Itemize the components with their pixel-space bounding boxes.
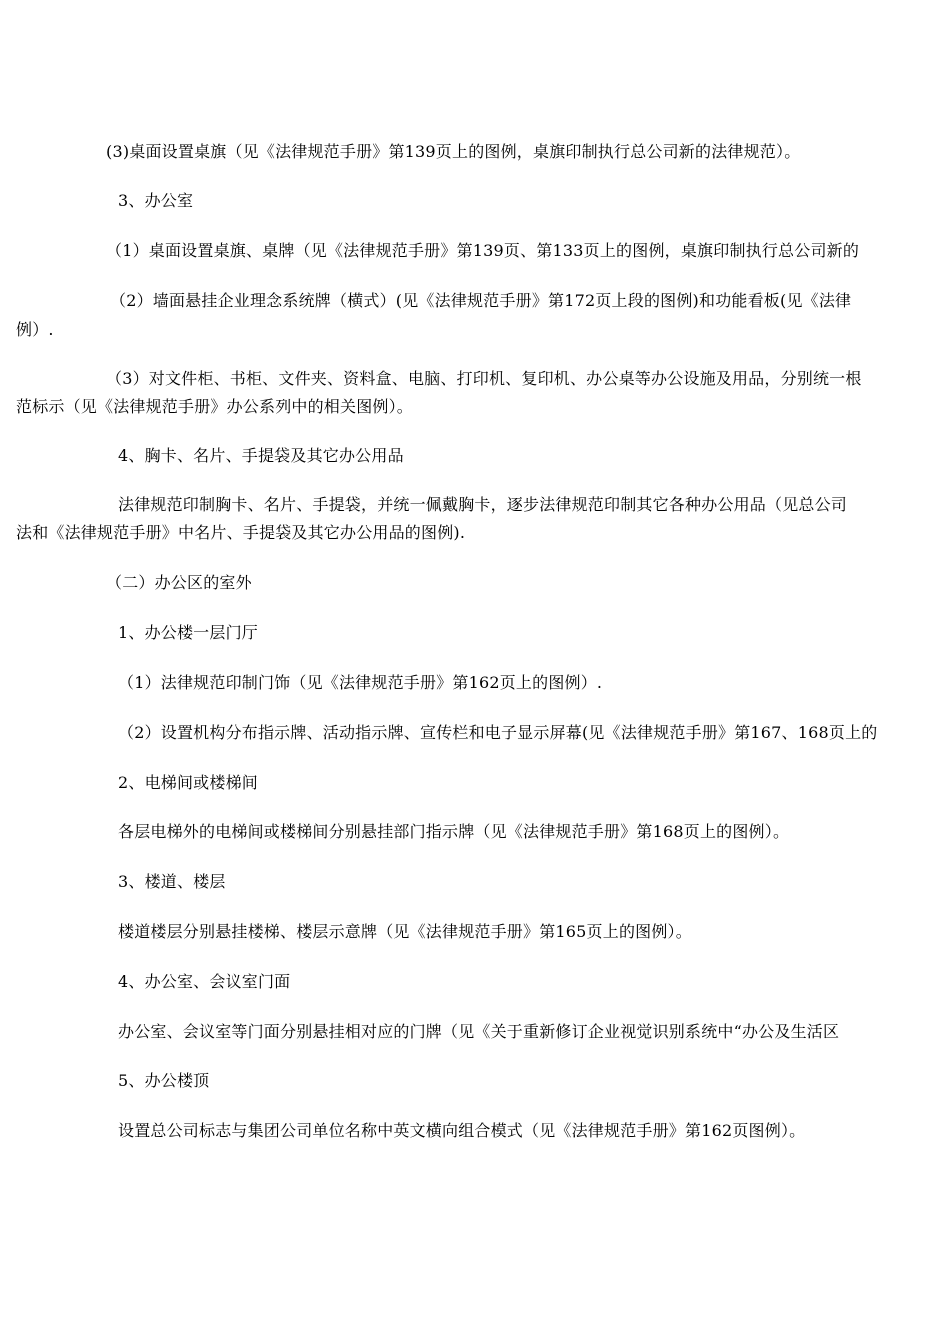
paragraph-line-22: 设置总公司标志与集团公司单位名称中英文横向组合模式（见《法律规范手册》第162页图例）。 [118,1121,806,1140]
paragraph-line-18: 楼道楼层分别悬挂楼梯、楼层示意牌（见《法律规范手册》第165页上的图例）。 [118,922,692,941]
paragraph-line-4: （2）墙面悬挂企业理念系统牌（横式）(见《法律规范手册》第172页上段的图例)和功能看板(见《法律 [110,291,852,310]
paragraph-line-7: 范标示（见《法律规范手册》办公系列中的相关图例）。 [16,397,414,416]
paragraph-line-6: （3）对文件柜、书柜、文件夹、资料盒、电脑、打印机、复印机、办公桌等办公设施及用品，分别统一根 [106,369,862,388]
section-heading-office: 3、办公室 [118,191,194,210]
paragraph-line-1: (3)桌面设置桌旗（见《法律规范手册》第139页上的图例，桌旗印制执行总公司新的法律规范）。 [106,142,801,161]
paragraph-line-20: 办公室、会议室等门面分别悬挂相对应的门牌（见《关于重新修订企业视觉识别系统中“办公及生活区 [118,1022,840,1041]
paragraph-line-16: 各层电梯外的电梯间或楼梯间分别悬挂部门指示牌（见《法律规范手册》第168页上的图例）。 [118,822,790,841]
paragraph-line-13: （1）法律规范印制门饰（见《法律规范手册》第162页上的图例）. [118,673,603,692]
section-heading-outdoor: （二）办公区的室外 [106,573,252,592]
paragraph-line-10: 法和《法律规范手册》中名片、手提袋及其它办公用品的图例). [16,523,466,542]
paragraph-line-3: （1）桌面设置桌旗、桌牌（见《法律规范手册》第139页、第133页上的图例，桌旗印制执行总公司新的 [106,241,860,260]
paragraph-line-9: 法律规范印制胸卡、名片、手提袋，并统一佩戴胸卡，逐步法律规范印制其它各种办公用品（见总公司 [118,495,848,514]
section-heading-badges: 4、胸卡、名片、手提袋及其它办公用品 [118,446,404,465]
section-heading-rooftop: 5、办公楼顶 [118,1071,210,1090]
section-heading-lobby: 1、办公楼一层门厅 [118,623,258,642]
section-heading-corridor: 3、楼道、楼层 [118,872,226,891]
paragraph-line-5: 例）. [16,320,54,339]
paragraph-line-14: （2）设置机构分布指示牌、活动指示牌、宣传栏和电子显示屏幕(见《法律规范手册》第167、168页上的 [118,723,878,742]
section-heading-doors: 4、办公室、会议室门面 [118,972,291,991]
section-heading-elevator: 2、电梯间或楼梯间 [118,773,258,792]
